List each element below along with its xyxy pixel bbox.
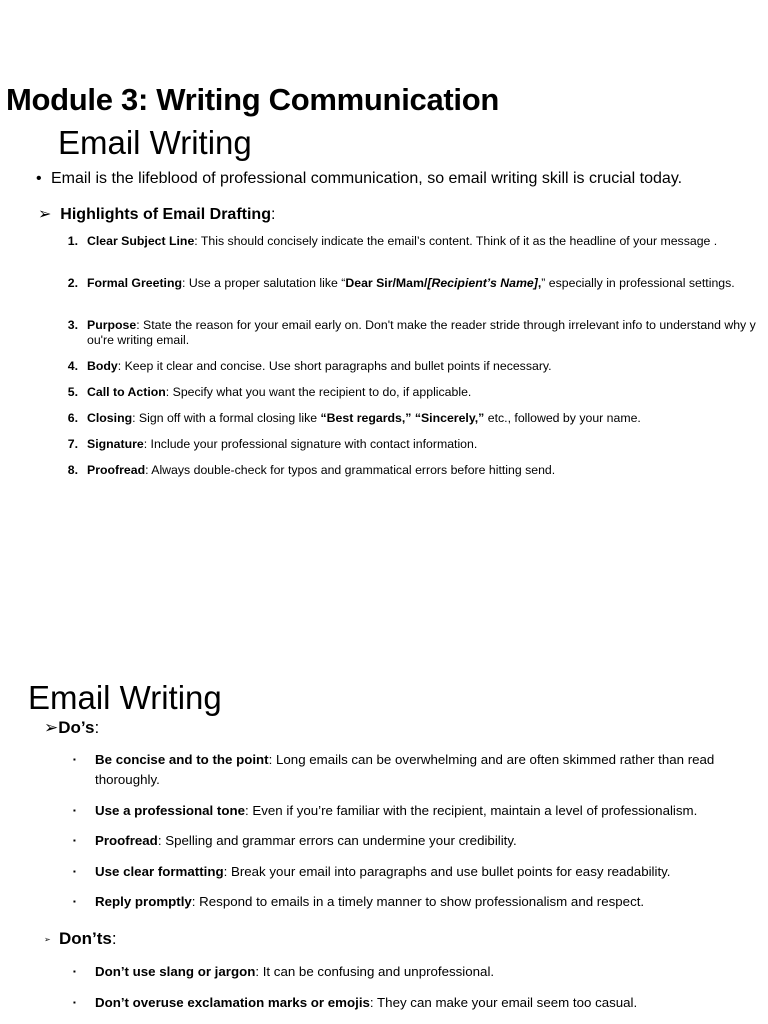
list-item: [73, 962, 733, 982]
list-item: [60, 411, 756, 426]
list-item: [60, 463, 756, 478]
list-item-text: : Break your email into paragraphs and use bullet points for easy readability.: [223, 864, 671, 879]
list-item: [73, 831, 733, 851]
list-item-term: Proofread: [87, 463, 146, 477]
list-item-term: Be concise and to the point: [95, 752, 269, 767]
list-item-number: 3.: [67, 318, 78, 332]
list-item-emphasis: ,: [537, 276, 542, 290]
list-item-text: : Sign off with a formal closing like: [132, 411, 321, 425]
list-item-text: : State the reason for your email early on. Don't make the reader stride through irrelevant info to understand why you're writing email.: [87, 318, 756, 347]
list-item-text: : Use a proper salutation like “: [181, 276, 346, 290]
list-item-text: : Even if you’re familiar with the recipient, maintain a level of professionalism.: [245, 803, 698, 818]
list-item-text: : Long emails can be overwhelming and are often skimmed rather than read thoroughly.: [95, 752, 715, 787]
list-item-term: Closing: [87, 411, 133, 425]
dos-heading: [44, 718, 99, 738]
list-item-number: 2.: [67, 276, 78, 290]
list-item-text: : This should concisely indicate the email’s content. Think of it as the headline of your message .: [194, 234, 718, 248]
list-item: [73, 801, 733, 821]
list-item-text: : Spelling and grammar errors can undermine your credibility.: [157, 833, 517, 848]
dos-heading-text: Do’s: [58, 718, 95, 737]
list-item-text: ” especially in professional settings.: [541, 276, 735, 290]
bullet-dot-icon: •: [36, 170, 42, 187]
list-item-emphasis-italic: [Recipient’s Name]: [427, 276, 538, 290]
list-item: [60, 359, 756, 374]
intro-bullet-text: Email is the lifeblood of professional communication, so email writing skill is crucial today.: [51, 170, 683, 187]
list-item-text: : Keep it clear and concise. Use short paragraphs and bullet points if necessary.: [117, 359, 552, 373]
list-item: [60, 318, 756, 348]
list-item-number: 6.: [67, 411, 78, 425]
list-item-number: 8.: [67, 463, 78, 477]
list-item-number: 1.: [67, 234, 78, 248]
intro-bullet: [36, 170, 682, 188]
highlights-heading-colon: :: [270, 206, 276, 223]
list-item-term: Don’t overuse exclamation marks or emojis: [95, 995, 370, 1010]
donts-heading-text: Don’ts: [59, 929, 112, 948]
list-item-term: Clear Subject Line: [87, 234, 195, 248]
list-item: [73, 750, 733, 790]
list-item-term: Formal Greeting: [87, 276, 182, 290]
list-item-text: : Respond to emails in a timely manner to show professionalism and respect.: [191, 894, 645, 909]
list-item: [60, 385, 756, 400]
list-item: [60, 276, 756, 291]
list-item: [73, 862, 733, 882]
list-item-term: Signature: [87, 437, 144, 451]
donts-heading: [44, 929, 117, 949]
list-item-term: Don’t use slang or jargon: [95, 964, 256, 979]
arrow-bullet-icon: ➢: [38, 206, 52, 223]
list-item-text: : It can be confusing and unprofessional.: [255, 964, 495, 979]
arrow-bullet-icon: ➢: [44, 935, 51, 945]
list-item-number: 4.: [67, 359, 78, 373]
list-item: [60, 437, 756, 452]
highlights-heading: [38, 204, 275, 224]
list-item-number: 7.: [67, 437, 78, 451]
list-item-text: : They can make your email seem too casual.: [369, 995, 638, 1010]
arrow-bullet-icon: ➢: [44, 718, 59, 737]
module-title: Module 3: Writing Communication: [6, 82, 499, 117]
square-bullet-icon: ▪: [73, 836, 76, 845]
list-item-term: Proofread: [95, 833, 158, 848]
list-item-text: : Specify what you want the recipient to do, if applicable.: [165, 385, 472, 399]
square-bullet-icon: ▪: [73, 897, 76, 906]
list-item-text: etc., followed by your name.: [484, 411, 641, 425]
list-item-number: 5.: [67, 385, 78, 399]
list-item-emphasis: Dear Sir/Mam/: [345, 276, 428, 290]
list-item-text: : Include your professional signature with contact information.: [143, 437, 478, 451]
list-item-term: Purpose: [87, 318, 137, 332]
list-item-term: Use a professional tone: [95, 803, 245, 818]
list-item: [73, 892, 733, 912]
list-item: [73, 993, 733, 1013]
list-item-term: Use clear formatting: [95, 864, 224, 879]
square-bullet-icon: ▪: [73, 806, 76, 815]
square-bullet-icon: ▪: [73, 967, 76, 976]
donts-heading-colon: :: [111, 929, 117, 948]
list-item: [60, 234, 756, 249]
highlights-heading-text: Highlights of Email Drafting: [60, 206, 271, 223]
list-item-term: Reply promptly: [95, 894, 192, 909]
section-title-email-writing-2: Email Writing: [28, 679, 222, 716]
square-bullet-icon: ▪: [73, 867, 76, 876]
section-title-email-writing: Email Writing: [58, 124, 252, 161]
list-item-term: Body: [87, 359, 118, 373]
dos-heading-colon: :: [94, 718, 100, 737]
square-bullet-icon: ▪: [73, 755, 76, 764]
list-item-text: : Always double-check for typos and grammatical errors before hitting send.: [145, 463, 556, 477]
list-item-term: Call to Action: [87, 385, 166, 399]
list-item-emphasis: “Best regards,” “Sincerely,”: [320, 411, 485, 425]
square-bullet-icon: ▪: [73, 998, 76, 1007]
